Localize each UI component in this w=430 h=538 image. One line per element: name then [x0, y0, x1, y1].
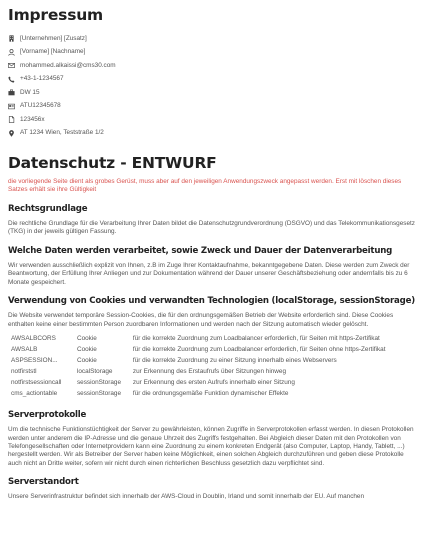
- table-row: [11, 390, 418, 401]
- draft-warning: die vorliegende Seite dient als grobes Gerüst, muss aber auf den jeweiligen Anwendungszweck angepasst werden. Erst mit löschen dieses Satzes erhält sie ihre Gültigkeit: [8, 178, 402, 194]
- table-row: [11, 368, 418, 379]
- table-row: [11, 379, 418, 390]
- contact-email-link[interactable]: mohammed.alkaissi@cms30.com: [20, 61, 116, 69]
- table-row: [11, 335, 418, 346]
- welche-daten-text: Wir verwenden ausschließlich explizit von Ihnen, z.B im Zuge Ihrer Kontaktaufnahme, bekanntgegebene Daten. Diese werden zum Zweck der Beantwortung, der Erfüllung Ihrer Anliegen und zur Dokumentation während der Dauer unserer Geschäftsbeziehung oder andernfalls bis zu 6 Monate gespeichert.: [8, 261, 410, 286]
- contact-name: [8, 46, 418, 60]
- contact-phone-text[interactable]: +43-1-1234567: [20, 75, 64, 83]
- contact-company: [8, 32, 418, 46]
- contact-vat: [8, 100, 418, 114]
- building-icon: [8, 35, 20, 42]
- cookie-name: AWSALBCORS: [11, 335, 56, 343]
- impressum-title: Impressum: [8, 6, 104, 24]
- cookie-type: sessionStorage: [76, 390, 122, 398]
- briefcase-icon: [8, 89, 20, 96]
- contact-company-text: [Unternehmen] [Zusatz]: [20, 34, 87, 42]
- cookie-type: localStorage: [76, 368, 113, 376]
- contact-email[interactable]: [8, 59, 418, 73]
- cookie-purpose: für die korrekte Zuordnung zum Loadbalancer erforderlich, für Seiten mit https-Zertifikat: [132, 335, 380, 343]
- cookie-name: notfirststl: [11, 368, 37, 376]
- serverprotokolle-heading: Serverprotokolle: [8, 410, 87, 421]
- contact-address: [8, 127, 418, 141]
- welche-daten-heading: Welche Daten werden verarbeitet, sowie Zweck und Dauer der Datenverarbeitung: [8, 245, 393, 256]
- contact-register: [8, 113, 418, 127]
- id-card-icon: [8, 103, 20, 110]
- cookie-type: Cookie: [76, 335, 97, 343]
- contact-phone[interactable]: [8, 73, 418, 87]
- cookies-heading: Verwendung von Cookies und verwandten Technologien (localStorage, sessionStorage): [8, 296, 415, 307]
- rechtsgrundlage-heading: Rechtsgrundlage: [8, 203, 88, 214]
- cookie-purpose: für die ordnungsgemäße Funktion dynamischer Effekte: [132, 390, 289, 398]
- serverstandort-text: Unsere Serverinfrastruktur befindet sich innerhalb der AWS-Cloud in Doublin, Irland und somit innerhalb der EU. Auf manchen: [8, 493, 365, 501]
- cookie-name: notfirstsessioncall: [11, 379, 62, 387]
- map-pin-icon: [8, 130, 20, 137]
- contact-extension-text: DW 15: [20, 88, 40, 96]
- envelope-icon: [8, 62, 20, 69]
- contact-extension: [8, 86, 418, 100]
- file-icon: [8, 116, 20, 123]
- cookie-type: Cookie: [76, 346, 97, 354]
- contact-register-text: 123456x: [20, 115, 45, 123]
- cookie-table: [11, 335, 418, 401]
- table-row: [11, 357, 418, 368]
- contact-name-text: [Vorname] [Nachname]: [20, 48, 86, 56]
- table-row: [11, 346, 418, 357]
- cookies-text: Die Website verwendet temporäre Session-Cookies, die für den ordnungsgemäßen Betrieb der Website erforderlich sind. Diese Cookies enthalten keine einer bestimmten Person zuordbaren Informationen und werden nach der Sitzung automatisch wieder gelöscht.: [8, 312, 394, 328]
- datenschutz-title: Datenschutz - ENTWURF: [8, 154, 217, 172]
- cookie-purpose: für die korrekte Zuordnung zu einer Sitzung innerhalb eines Webservers: [132, 357, 337, 365]
- contact-list: [8, 32, 418, 140]
- cookie-type: sessionStorage: [76, 379, 122, 387]
- cookie-purpose: zur Erkennung des Erstaufrufs über Sitzungen hinweg: [132, 368, 287, 376]
- serverstandort-heading: Serverstandort: [8, 477, 79, 488]
- cookie-name: AWSALB: [11, 346, 38, 354]
- cookie-type: Cookie: [76, 357, 97, 365]
- cookie-purpose: zur Erkennung des ersten Aufrufs innerhalb einer Sitzung: [132, 379, 295, 387]
- user-icon: [8, 49, 20, 56]
- contact-address-text: AT 1234 Wien, Teststraße 1/2: [20, 129, 104, 137]
- cookie-name: cms_actiontable: [11, 390, 58, 398]
- cookie-name: ASPSESSION...: [11, 357, 58, 365]
- rechtsgrundlage-text: Die rechtliche Grundlage für die Verarbeitung Ihrer Daten bildet die Datenschutzgrundverordnung (DSGVO) und das Telekommunikationsgesetz (TKG) in der jeweils gültigen Fassung.: [8, 219, 415, 236]
- serverprotokolle-text: Um die technische Funktionstüchtigkeit der Server zu gewährleisten, können Zugriffe in Serverprotokollen erfasst werden. In diesen Protokollen werden unter anderem die IP-Adresse und die genaue Uhrzeit des Zugriffs festgehalten. Bei Abgleich dieser Daten mit den Protokollen von Telefongesellschaften oder Internetprovidern kann eine Zuordnung zu einem konkreten Endgerät (also Computer, Laptop, Handy, Tablett, ...) hergestellt werden. Wir als Betreiber der Server haben keine Möglichkeit, einen solchen Abgleich durchzuführen und geben diese Protokolle auch nicht an Dritte weiter, sofern wir nicht durch einen richterlichen Beschluss gesetzlich dazu verpflichtet sind.: [8, 426, 414, 467]
- contact-vat-text: ATU12345678: [20, 102, 61, 110]
- phone-icon: [8, 76, 20, 83]
- cookie-purpose: für die korrekte Zuordnung zum Loadbalancer erforderlich, für Seiten ohne https-Zertifikat: [132, 346, 386, 354]
